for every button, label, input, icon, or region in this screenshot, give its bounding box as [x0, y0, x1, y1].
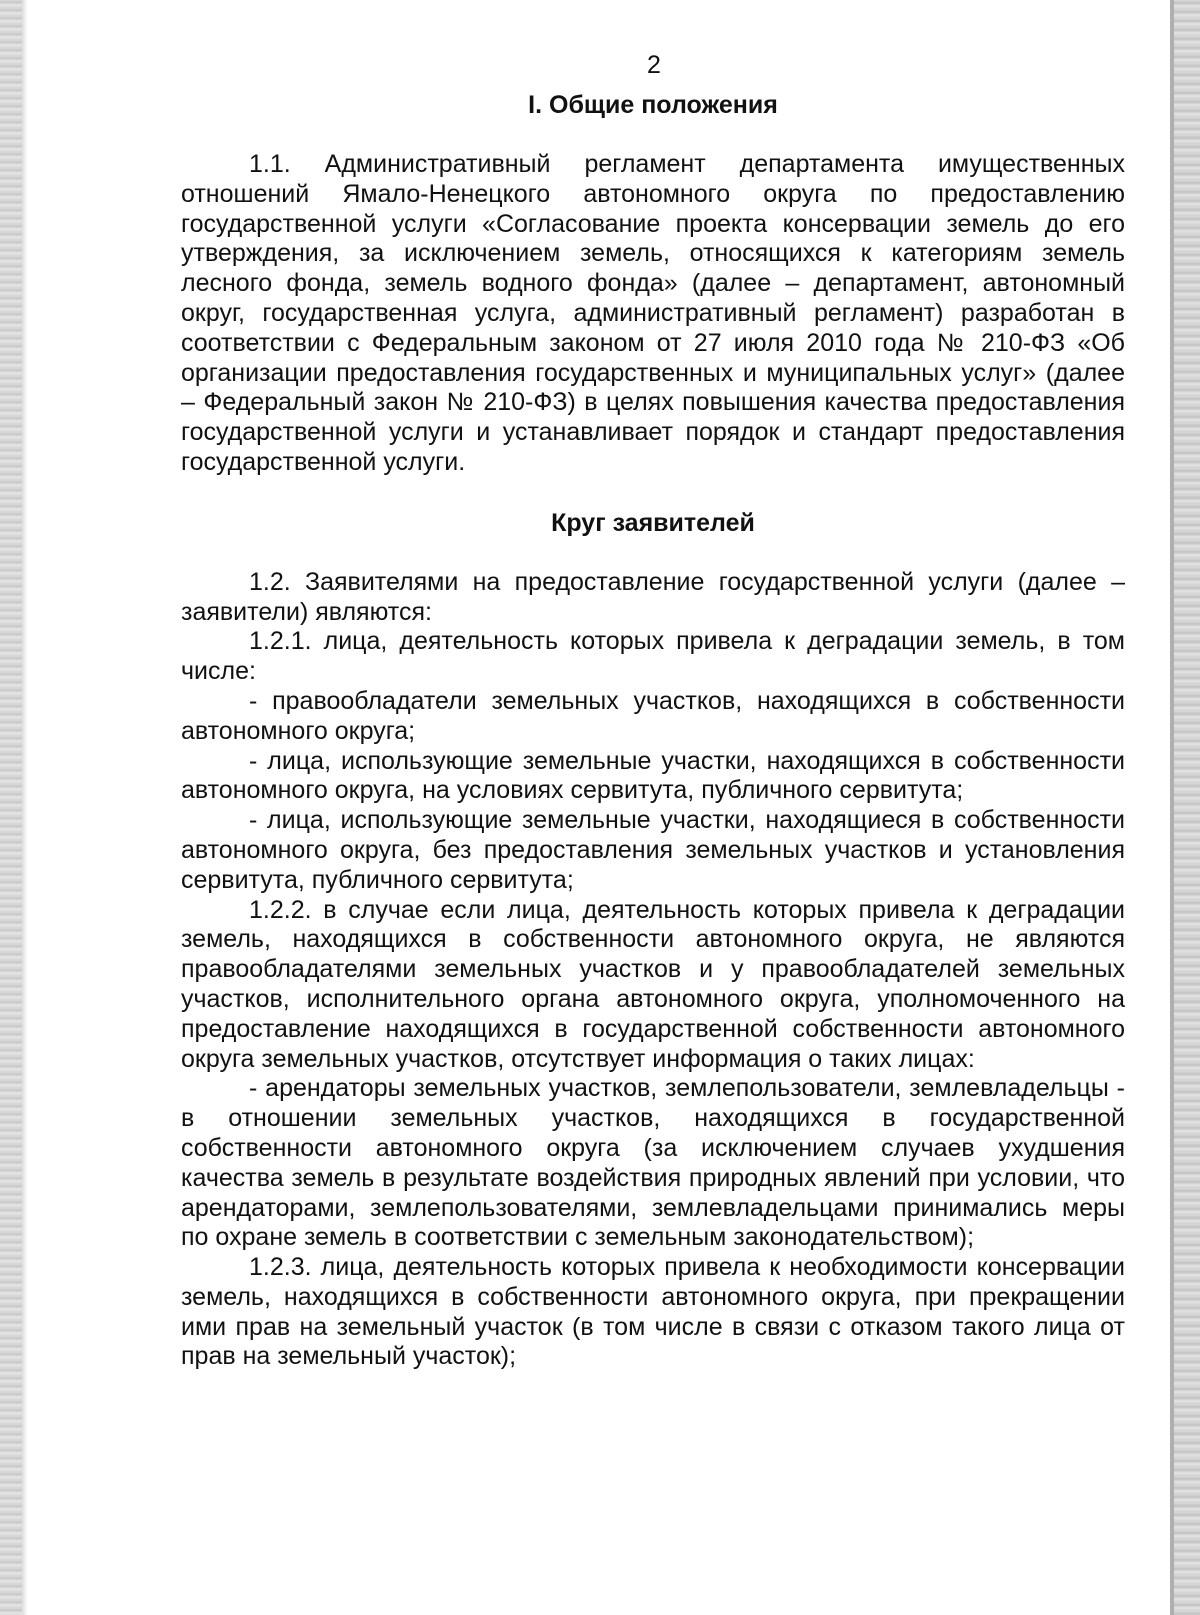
- list-item-rightholders: - правообладатели земельных участков, находящихся в собственности автономного округа;: [181, 686, 1125, 745]
- paragraph-1-1: 1.1. Административный регламент департамента имущественных отношений Ямало-Ненецкого автономного округа по предоставлению государственной услуги «Согласование проекта консервации земель до его утверждения, за исключением земель, относящихся к категориям земель лесного фонда, земель водного фонда» (далее – департамент, автономный округ, государственная услуга, административный регламент) разработан в соответствии с Федеральным законом от 27 июля 2010 года № 210-ФЗ «Об организации предоставления государственных и муниципальных услуг» (далее – Федеральный закон № 210-ФЗ) в целях повышения качества предоставления государственной услуги и устанавливает порядок и стандарт предоставления государственной услуги.: [181, 150, 1125, 476]
- paragraph-1-2: 1.2. Заявителями на предоставление государственной услуги (далее – заявители) являются:: [181, 567, 1125, 626]
- page-number: 2: [647, 51, 661, 79]
- list-item-servitude-users: - лица, использующие земельные участки, находящихся в собственности автономного округа, на условиях сервитута, публичного сервитута;: [181, 746, 1125, 805]
- scan-edge-right: [1174, 0, 1200, 1615]
- paragraph-1-2-3: 1.2.3. лица, деятельность которых привела к необходимости консервации земель, находящихся в собственности автономного округа, при прекращении ими прав на земельный участок (в том числе в связи с отказом такого лица от прав на земельный участок);: [181, 1253, 1125, 1371]
- subsection-title: Круг заявителей: [551, 508, 755, 537]
- scan-edge-left: [0, 0, 22, 1615]
- list-item-users-without-provision: - лица, использующие земельные участки, находящиеся в собственности автономного округа, без предоставления земельных участков и установления сервитута, публичного сервитута;: [181, 806, 1125, 894]
- page-content: [181, 50, 1125, 1372]
- paragraph-1-2-2: 1.2.2. в случае если лица, деятельность которых привела к деградации земель, находящихся в собственности автономного округа, не являются правообладателями земельных участков и у правообладателей земельных участков, исполнительного органа автономного округа, уполномоченного на предоставление находящихся в государственной собственности автономного округа земельных участков, отсутствует информация о таких лицах:: [181, 895, 1125, 1073]
- section-title: I. Общие положения: [528, 91, 778, 119]
- paragraph-1-2-1: 1.2.1. лица, деятельность которых привела к деградации земель, в том числе:: [181, 627, 1125, 686]
- list-item-tenants: - арендаторы земельных участков, землепользователи, землевладельцы - в отношении земельных участков, находящихся в государственной собственности автономного округа (за исключением случаев ухудшения качества земель в результате воздействия природных явлений при условии, что арендаторами, землепользователями, землевладельцами принимались меры по охране земель в соответствии с земельным законодательством);: [181, 1074, 1125, 1252]
